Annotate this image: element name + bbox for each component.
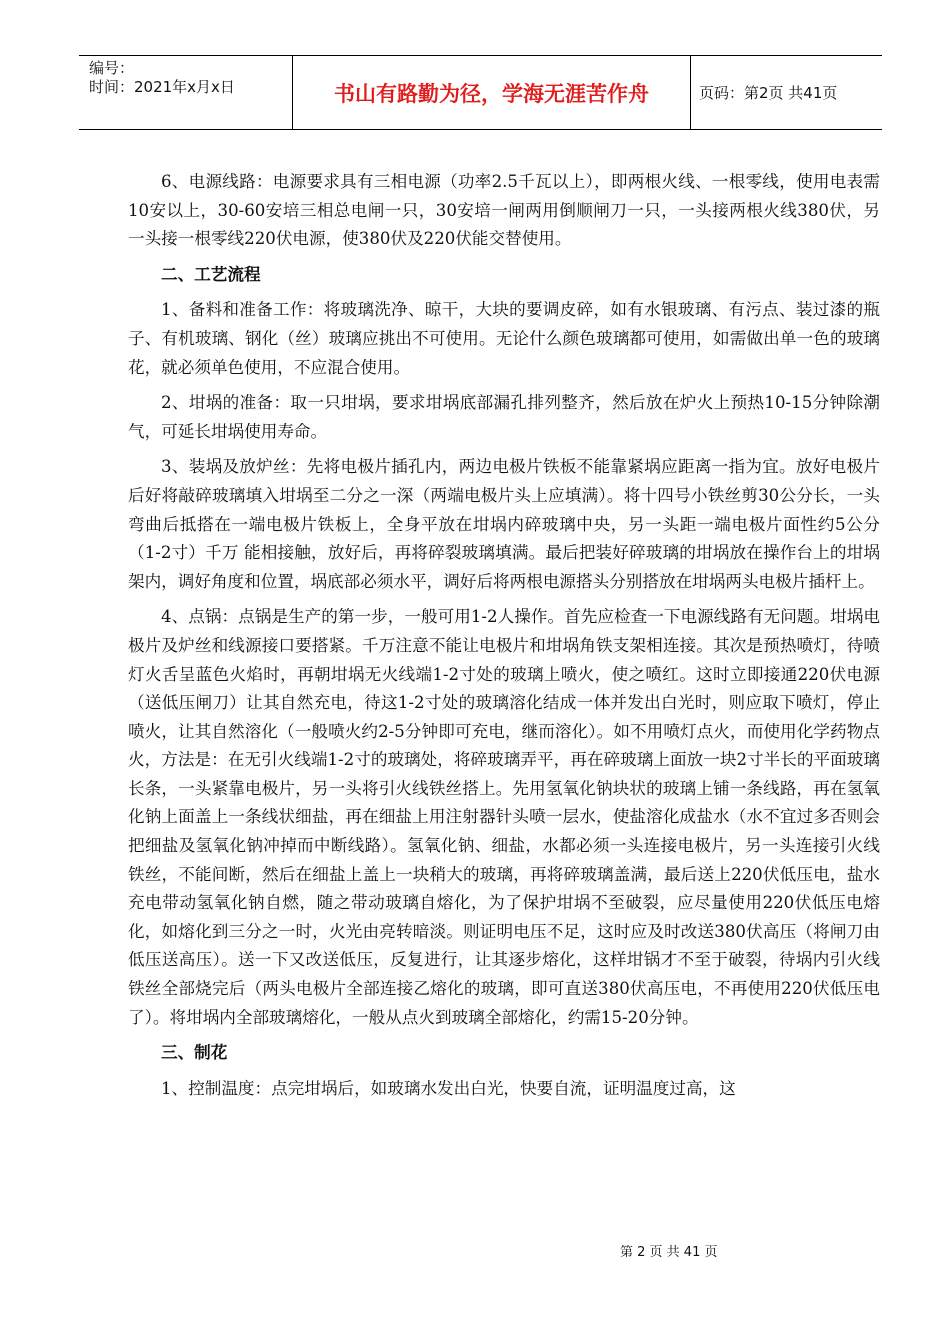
serial-label: 编号： — [89, 59, 135, 77]
section-heading-flower: 三、制花 — [161, 1043, 228, 1063]
header-page-info: 页码：第2页 共41页 — [699, 84, 838, 102]
page-header — [79, 55, 882, 130]
page-footer: 第 2 页 共 41 页 — [620, 1245, 718, 1260]
paragraph-material-prep: 1、备料和准备工作：将玻璃洗净、晾干，大块的要调皮碎，如有水银玻璃、有污点、装过漆的瓶子、有机玻璃、钢化（丝）玻璃应挑出不可使用。无论什么颜色玻璃都可使用，如需做出单一色的玻璃花，就必须单色使用，不应混合使用。 — [128, 300, 880, 377]
paragraph-temperature: 1、控制温度：点完坩埚后，如玻璃水发出白光，快要自流，证明温度过高，这 — [161, 1078, 736, 1098]
paragraph-loading: 3、装埚及放炉丝：先将电极片插孔内，两边电极片铁板不能靠紧埚应距离一指为宜。放好电极片后好将敲碎玻璃填入坩埚至二分之一深（两端电极片头上应填满）。将十四号小铁丝剪30公分长，一头弯曲后抵搭在一端电极片铁板上，全身平放在坩埚内碎玻璃中央，另一头距一端电极片面性约5公分（1-2寸）千万 能相接触，放好后，再将碎裂玻璃填满。最后把装好碎玻璃的坩埚放在操作台上的坩埚架内，调好角度和位置，埚底部必须水平，调好后将两根电源搭头分别搭放在坩埚两头电极片插杆上。 — [128, 457, 880, 591]
paragraph-power-line: 6、电源线路：电源要求具有三相电源（功率2.5千瓦以上），即两根火线、一根零线，使用电表需10安以上，30-60安培三相总电闸一只，30安培一闸两用倒顺闸刀一只，一头接两根火线380伏，另一头接一根零线220伏电源，使380伏及220伏能交替使用。 — [128, 172, 880, 249]
date-label: 时间：2021年x月x日 — [89, 78, 235, 96]
header-motto: 书山有路勤为径，学海无涯苦作舟 — [293, 56, 691, 129]
document-body — [128, 168, 880, 1110]
paragraph-crucible-prep: 2、坩埚的准备：取一只坩埚，要求坩埚底部漏孔排列整齐，然后放在炉火上预热10-15分钟除潮气，可延长坩埚使用寿命。 — [128, 393, 880, 441]
header-meta — [79, 56, 293, 129]
section-heading-process: 二、工艺流程 — [161, 264, 261, 284]
paragraph-ignition: 4、点锅：点锅是生产的第一步，一般可用1-2人操作。首先应检查一下电源线路有无问题。坩埚电极片及炉丝和线源接口要搭紧。千万注意不能让电极片和坩埚角铁支架相连接。其次是预热喷灯，待喷灯火舌呈蓝色火焰时，再朝坩埚无火线端1-2寸处的玻璃上喷火，使之喷红。这时立即接通220伏电源（送低压闸刀）让其自然充电，待这1-2寸处的玻璃溶化结成一体并发出白光时，则应取下喷灯，停止喷火，让其自然溶化（一般喷火约2-5分钟即可充电，继而溶化）。如不用喷灯点火，而使用化学药物点火，方法是：在无引火线端1-2寸的玻璃处，将碎玻璃弄平，再在碎玻璃上面放一块2寸半长的平面玻璃长条，一头紧靠电极片，另一头将引火线铁丝搭上。先用氢氧化钠块状的玻璃上铺一条线路，再在氢氧化钠上面盖上一条线状细盐，再在细盐上用注射器针头喷一层水，使盐溶化成盐水（水不宜过多否则会把细盐及氢氧化钠冲掉而中断线路）。氢氧化钠、细盐，水都必须一头连接电极片，另一头连接引火线铁丝，不能间断，然后在细盐上盖上一块稍大的玻璃，再将碎玻璃盖满，最后送上220伏低压电，盐水充电带动氢氧化钠自燃，随之带动玻璃自熔化，为了保护坩埚不至破裂，应尽量使用220伏低压电熔化，如熔化到三分之一时，火光由亮转暗淡。则证明电压不足，这时应及时改送380伏高压（将闸刀由低压送高压）。送一下又改送低压，反复进行，让其逐步熔化，这样坩锅才不至于破裂，待埚内引火线铁丝全部烧完后（两头电极片全部连接乙熔化的玻璃，即可直送380伏高压电，不再使用220伏低压电了）。将坩埚内全部玻璃熔化，一般从点火到玻璃全部熔化，约需15-20分钟。 — [128, 607, 880, 1027]
